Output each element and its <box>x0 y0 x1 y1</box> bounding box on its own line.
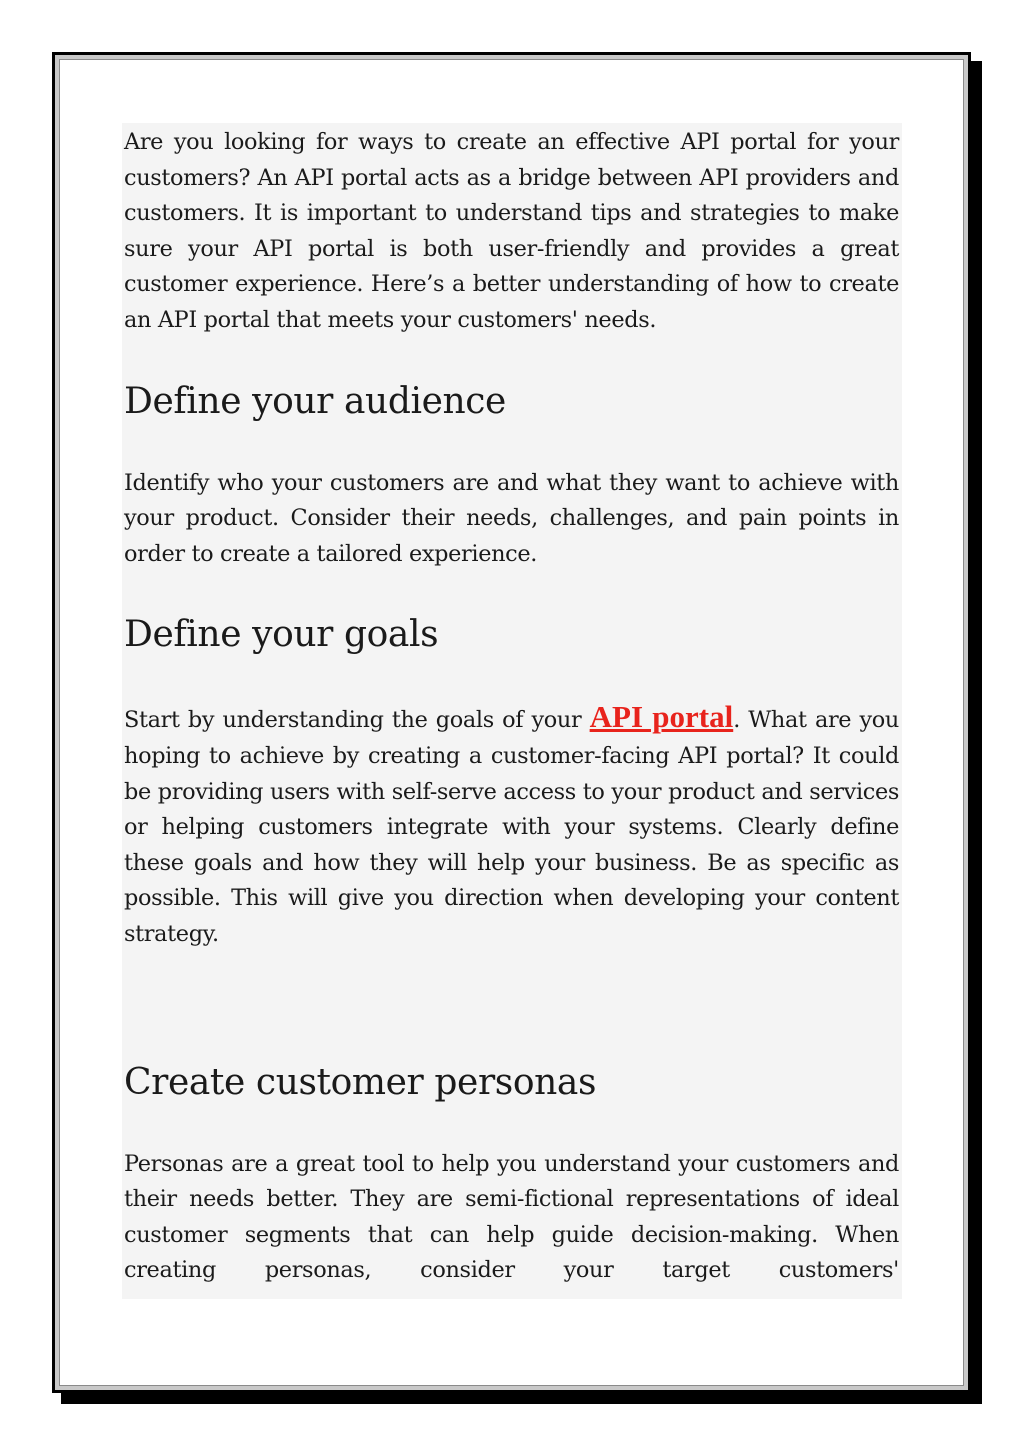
goals-paragraph <box>124 699 899 952</box>
heading-define-audience: Define your audience <box>124 380 506 422</box>
heading-create-personas: Create customer personas <box>124 1061 597 1103</box>
goals-text-after-link: . What are you hoping to achieve by creating a customer-facing API portal? It could be providing users with self-serve access to your product and services or helping customers integrate with your systems. Clearly define these goals and how they will help your business. Be as specific as possible. This will give you direction when developing your content strategy. <box>124 707 899 947</box>
document-body <box>122 123 902 1299</box>
heading-define-goals: Define your goals <box>124 614 439 656</box>
api-portal-link[interactable]: API portal <box>589 699 734 735</box>
personas-paragraph: Personas are a great tool to help you understand your customers and their needs better. They are semi-fictional representations of ideal customer segments that can help guide decision-making. When creating personas, consider your target customers' <box>124 1150 899 1284</box>
intro-paragraph: Are you looking for ways to create an effective API portal for your customers? An API portal acts as a bridge between API providers and customers. It is important to understand tips and strategies to make sure your API portal is both user-friendly and provides a great customer experience. Here’s a better understanding of how to create an API portal that meets your customers' needs. <box>124 129 899 333</box>
goals-text-before-link: Start by understanding the goals of your <box>124 707 590 734</box>
audience-paragraph: Identify who your customers are and what they want to achieve with your product. Consider their needs, challenges, and pain points in order to create a tailored experience. <box>124 469 899 567</box>
